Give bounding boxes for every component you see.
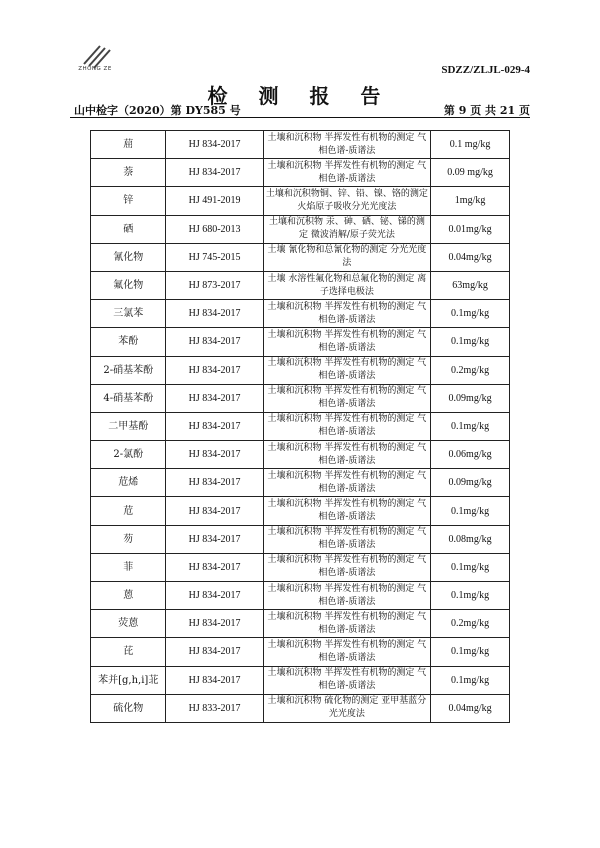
method-cell: 土壤和沉积物 半挥发性有机物的测定 气相色谱-质谱法	[263, 582, 430, 610]
table-row	[91, 271, 510, 299]
table-row	[91, 384, 510, 412]
standard-cell: HJ 834-2017	[166, 441, 263, 469]
table-row	[91, 553, 510, 581]
detection-limit-cell: 0.04mg/kg	[431, 694, 510, 722]
table-row	[91, 469, 510, 497]
table-row	[91, 356, 510, 384]
method-cell: 土壤和沉积物 半挥发性有机物的测定 气相色谱-质谱法	[263, 610, 430, 638]
standard-cell: HJ 834-2017	[166, 525, 263, 553]
standard-cell: HJ 834-2017	[166, 412, 263, 440]
detection-limit-cell: 0.1mg/kg	[431, 666, 510, 694]
test-item-cell: 硫化物	[91, 694, 166, 722]
test-item-cell: 4-硝基苯酚	[91, 384, 166, 412]
standard-cell: HJ 873-2017	[166, 271, 263, 299]
standard-cell: HJ 834-2017	[166, 582, 263, 610]
detection-limit-cell: 0.1mg/kg	[431, 497, 510, 525]
method-cell: 土壤 水溶性氟化物和总氟化物的测定 离子选择电极法	[263, 271, 430, 299]
page-title: 检 测 报 告	[207, 84, 393, 108]
standard-cell: HJ 745-2015	[166, 243, 263, 271]
standard-cell: HJ 834-2017	[166, 553, 263, 581]
page-info: 第 9 页 共 21 页	[443, 104, 530, 117]
detection-limit-cell: 0.1mg/kg	[431, 553, 510, 581]
test-item-cell: 蒽	[91, 582, 166, 610]
method-cell: 土壤和沉积物 半挥发性有机物的测定 气相色谱-质谱法	[263, 356, 430, 384]
table-row	[91, 243, 510, 271]
report-number: 山中检字（2020）第 DY585 号	[74, 104, 241, 117]
table-row	[91, 328, 510, 356]
detection-limit-cell: 0.08mg/kg	[431, 525, 510, 553]
detection-limit-cell: 0.1 mg/kg	[431, 131, 510, 159]
standard-cell: HJ 834-2017	[166, 469, 263, 497]
test-item-cell: 氰化物	[91, 243, 166, 271]
detection-limit-cell: 1mg/kg	[431, 187, 510, 215]
detection-limit-cell: 0.09mg/kg	[431, 469, 510, 497]
standard-cell: HJ 680-2013	[166, 215, 263, 243]
method-cell: 土壤和沉积物 汞、砷、硒、铋、锑的测定 微波消解/原子荧光法	[263, 215, 430, 243]
test-item-cell: 硒	[91, 215, 166, 243]
detection-limit-cell: 0.1mg/kg	[431, 300, 510, 328]
test-item-cell: 苯酚	[91, 328, 166, 356]
test-item-cell: 苯并[g,h,i]苝	[91, 666, 166, 694]
header-divider	[70, 117, 530, 118]
method-cell: 土壤和沉积物 半挥发性有机物的测定 气相色谱-质谱法	[263, 469, 430, 497]
method-cell: 土壤和沉积物 半挥发性有机物的测定 气相色谱-质谱法	[263, 441, 430, 469]
test-item-cell: 䓛	[91, 131, 166, 159]
method-cell: 土壤和沉积物 半挥发性有机物的测定 气相色谱-质谱法	[263, 525, 430, 553]
table-row	[91, 610, 510, 638]
test-item-cell: 2-氯酚	[91, 441, 166, 469]
method-cell: 土壤和沉积物 半挥发性有机物的测定 气相色谱-质谱法	[263, 412, 430, 440]
table-row	[91, 187, 510, 215]
table-row	[91, 159, 510, 187]
detection-limit-cell: 0.1mg/kg	[431, 412, 510, 440]
table-row	[91, 694, 510, 722]
method-cell: 土壤和沉积物 半挥发性有机物的测定 气相色谱-质谱法	[263, 638, 430, 666]
standard-cell: HJ 834-2017	[166, 131, 263, 159]
table-row	[91, 582, 510, 610]
method-cell: 土壤和沉积物 硫化物的测定 亚甲基蓝分光光度法	[263, 694, 430, 722]
standard-cell: HJ 834-2017	[166, 638, 263, 666]
standard-cell: HJ 834-2017	[166, 356, 263, 384]
method-cell: 土壤和沉积物 半挥发性有机物的测定 气相色谱-质谱法	[263, 131, 430, 159]
table-row	[91, 497, 510, 525]
test-item-cell: 苊	[91, 497, 166, 525]
standard-cell: HJ 834-2017	[166, 328, 263, 356]
test-item-cell: 荧蒽	[91, 610, 166, 638]
table-row	[91, 215, 510, 243]
detection-limit-cell: 0.1mg/kg	[431, 582, 510, 610]
detection-limit-cell: 0.1mg/kg	[431, 638, 510, 666]
detection-limit-cell: 0.09mg/kg	[431, 384, 510, 412]
method-cell: 土壤和沉积物 半挥发性有机物的测定 气相色谱-质谱法	[263, 159, 430, 187]
table-row	[91, 300, 510, 328]
logo-text: ZHONG ZE	[78, 66, 112, 72]
detection-limit-cell: 0.09 mg/kg	[431, 159, 510, 187]
standard-cell: HJ 833-2017	[166, 694, 263, 722]
test-item-cell: 锌	[91, 187, 166, 215]
test-item-cell: 2-硝基苯酚	[91, 356, 166, 384]
table-row	[91, 666, 510, 694]
test-item-cell: 萘	[91, 159, 166, 187]
method-cell: 土壤和沉积物 半挥发性有机物的测定 气相色谱-质谱法	[263, 666, 430, 694]
test-item-cell: 氟化物	[91, 271, 166, 299]
table-row	[91, 638, 510, 666]
detection-limit-cell: 0.06mg/kg	[431, 441, 510, 469]
table-row	[91, 131, 510, 159]
test-item-cell: 三氯苯	[91, 300, 166, 328]
standard-cell: HJ 834-2017	[166, 300, 263, 328]
test-method-table	[90, 130, 510, 723]
standard-cell: HJ 834-2017	[166, 384, 263, 412]
standard-cell: HJ 834-2017	[166, 497, 263, 525]
detection-limit-cell: 0.2mg/kg	[431, 610, 510, 638]
standard-cell: HJ 834-2017	[166, 159, 263, 187]
method-cell: 土壤和沉积物 半挥发性有机物的测定 气相色谱-质谱法	[263, 300, 430, 328]
method-cell: 土壤和沉积物 半挥发性有机物的测定 气相色谱-质谱法	[263, 497, 430, 525]
method-cell: 土壤和沉积物铜、锌、铅、镍、铬的测定火焰原子吸收分光光度法	[263, 187, 430, 215]
detection-limit-cell: 0.1mg/kg	[431, 328, 510, 356]
test-item-cell: 苊烯	[91, 469, 166, 497]
standard-cell: HJ 834-2017	[166, 610, 263, 638]
detection-limit-cell: 0.01mg/kg	[431, 215, 510, 243]
test-item-cell: 芘	[91, 638, 166, 666]
test-item-cell: 二甲基酚	[91, 412, 166, 440]
test-item-cell: 菲	[91, 553, 166, 581]
method-cell: 土壤和沉积物 半挥发性有机物的测定 气相色谱-质谱法	[263, 328, 430, 356]
detection-limit-cell: 0.04mg/kg	[431, 243, 510, 271]
method-cell: 土壤和沉积物 半挥发性有机物的测定 气相色谱-质谱法	[263, 553, 430, 581]
standard-cell: HJ 491-2019	[166, 187, 263, 215]
detection-limit-cell: 63mg/kg	[431, 271, 510, 299]
detection-limit-cell: 0.2mg/kg	[431, 356, 510, 384]
table-row	[91, 441, 510, 469]
table-row	[91, 525, 510, 553]
standard-cell: HJ 834-2017	[166, 666, 263, 694]
document-number: SDZZ/ZLJL-029-4	[441, 64, 530, 76]
method-cell: 土壤 氰化物和总氰化物的测定 分光光度法	[263, 243, 430, 271]
table-row	[91, 412, 510, 440]
method-cell: 土壤和沉积物 半挥发性有机物的测定 气相色谱-质谱法	[263, 384, 430, 412]
test-item-cell: 芴	[91, 525, 166, 553]
